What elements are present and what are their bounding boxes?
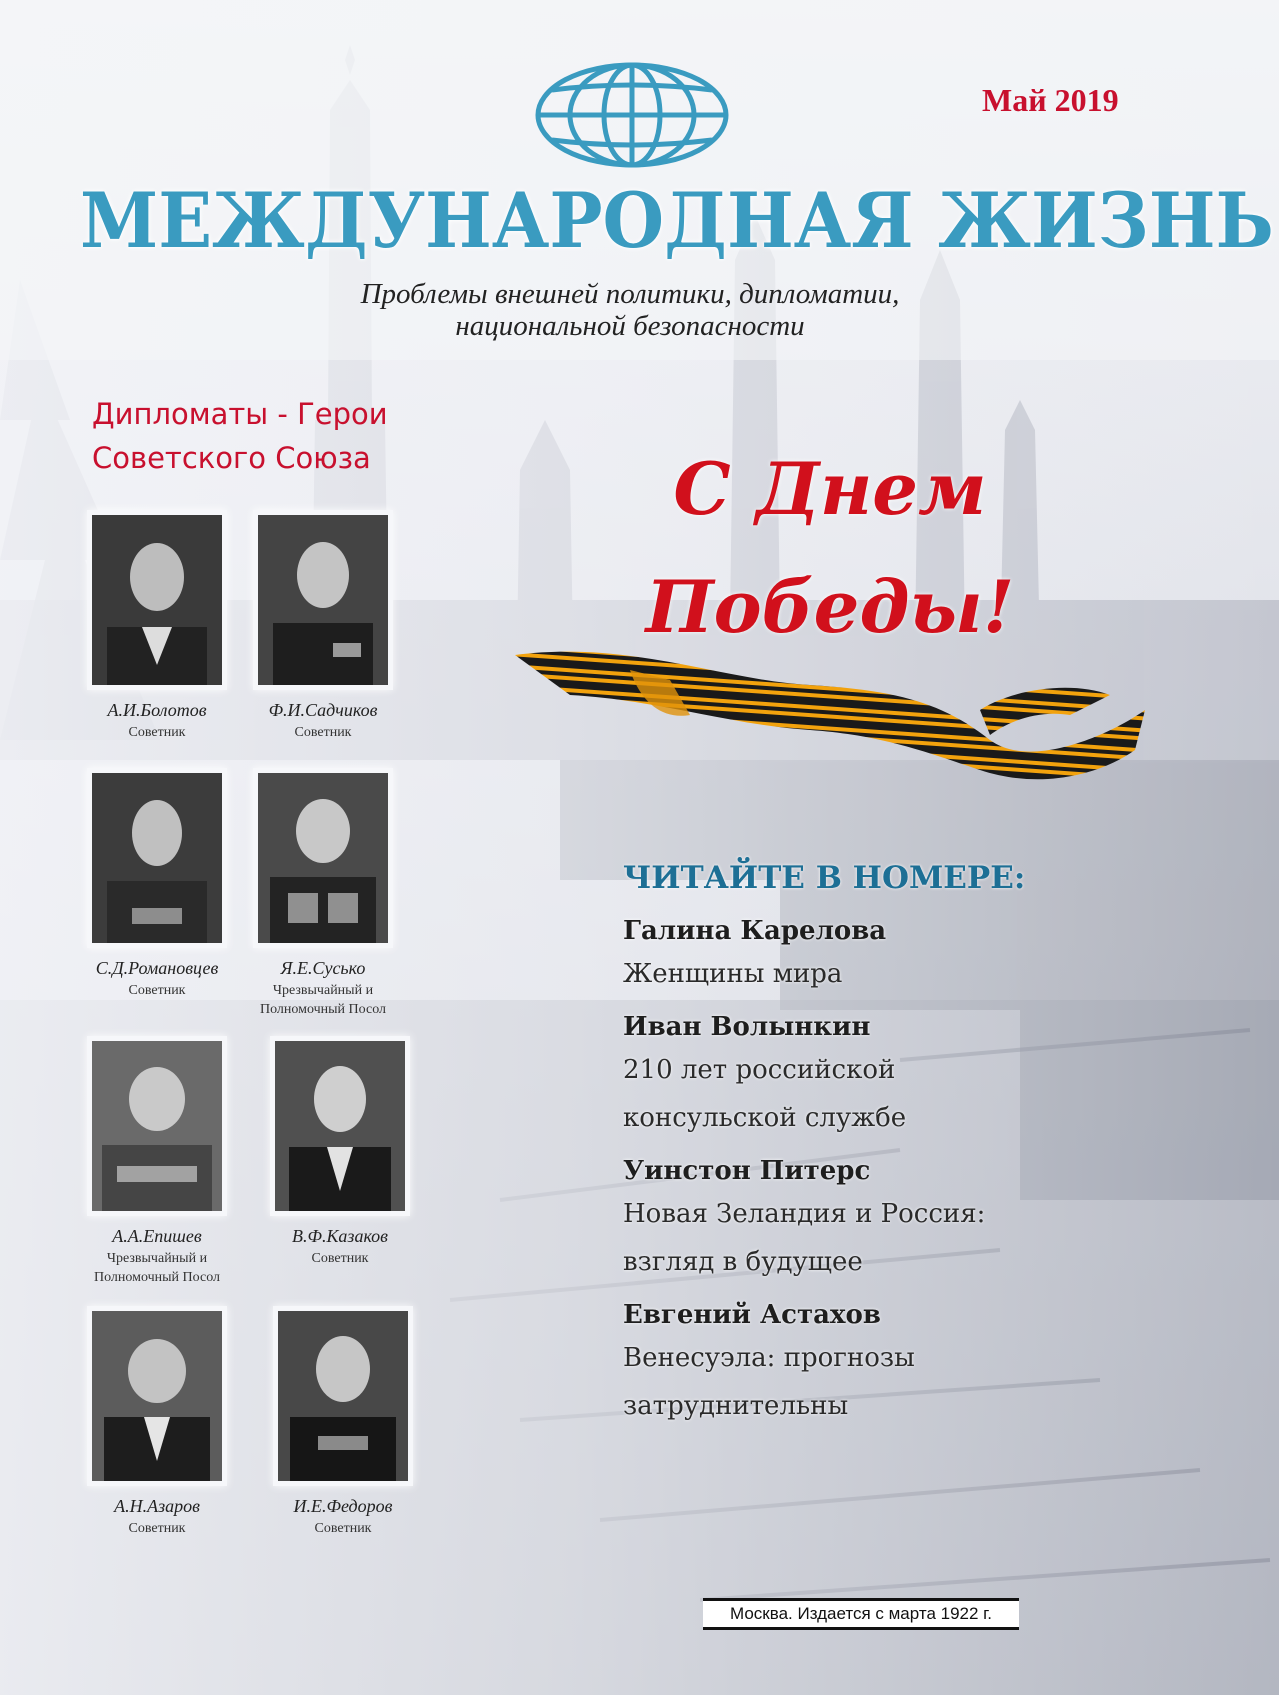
subtitle-line-2: национальной безопасности xyxy=(455,310,805,342)
article-entry[interactable] xyxy=(623,1008,1143,1142)
hero-name: В.Ф.Казаков xyxy=(292,1226,388,1246)
article-title: 210 лет российской xyxy=(623,1055,896,1085)
hero-name: Я.Е.Сусько xyxy=(280,958,366,978)
hero-role: Чрезвычайный и Полномочный Посол xyxy=(93,1251,221,1285)
hero-role: Советник xyxy=(128,983,186,998)
hero-name: А.А.Епишев xyxy=(112,1226,202,1246)
hero-card xyxy=(258,1306,428,1538)
heroes-section-title xyxy=(92,392,388,480)
portrait-photo xyxy=(87,510,227,690)
publication-note: Москва. Издается с марта 1922 г. xyxy=(703,1598,1019,1630)
portrait-photo xyxy=(253,510,393,690)
greeting-line-2: Победы! xyxy=(645,564,1015,649)
article-author: Уинстон Питерс xyxy=(623,1156,871,1186)
victory-day-greeting xyxy=(600,430,1060,666)
hero-name: И.Е.Федоров xyxy=(293,1496,393,1516)
hero-name: Ф.И.Садчиков xyxy=(268,700,378,720)
hero-name: С.Д.Романовцев xyxy=(95,958,219,978)
hero-role: Советник xyxy=(314,1521,372,1536)
portrait-photo xyxy=(87,768,227,948)
hero-card xyxy=(72,1036,242,1287)
hero-role: Советник xyxy=(294,725,352,740)
issue-contents xyxy=(623,860,1143,1440)
heroes-title-line-2: Советского Союза xyxy=(92,441,371,475)
magazine-subtitle xyxy=(250,278,1010,342)
hero-role: Советник xyxy=(311,1251,369,1266)
heroes-title-line-1: Дипломаты - Герои xyxy=(92,397,388,431)
subtitle-line-1: Проблемы внешней политики, дипломатии, xyxy=(360,278,900,310)
article-title: затруднительны xyxy=(623,1391,849,1421)
article-author: Евгений Астахов xyxy=(623,1300,881,1330)
article-title: взгляд в будущее xyxy=(623,1247,863,1277)
article-entry[interactable] xyxy=(623,912,1143,998)
issue-date: Май 2019 xyxy=(982,82,1119,118)
article-entry[interactable] xyxy=(623,1296,1143,1430)
hero-role: Советник xyxy=(128,1521,186,1536)
portrait-photo xyxy=(273,1306,413,1486)
article-entry[interactable] xyxy=(623,1152,1143,1286)
st-george-ribbon-icon xyxy=(510,640,1150,790)
contents-heading: ЧИТАЙТЕ В НОМЕРЕ: xyxy=(623,860,1026,896)
article-author: Иван Волынкин xyxy=(623,1012,871,1042)
greeting-line-1: С Днем xyxy=(673,446,987,531)
article-title: консульской службе xyxy=(623,1103,907,1133)
globe-icon xyxy=(532,60,732,170)
magazine-title: МЕЖДУНАРОДНАЯ ЖИЗНЬ xyxy=(80,176,1274,265)
portrait-photo xyxy=(87,1306,227,1486)
hero-card xyxy=(72,768,242,1000)
hero-name: А.Н.Азаров xyxy=(114,1496,200,1516)
hero-role: Советник xyxy=(128,725,186,740)
article-title: Венесуэла: прогнозы xyxy=(623,1343,915,1373)
article-author: Галина Карелова xyxy=(623,916,887,946)
portrait-photo xyxy=(270,1036,410,1216)
hero-card xyxy=(238,768,408,1019)
hero-card xyxy=(255,1036,425,1268)
portrait-photo xyxy=(87,1036,227,1216)
hero-card xyxy=(72,1306,242,1538)
hero-card xyxy=(238,510,408,742)
hero-card xyxy=(72,510,242,742)
hero-name: А.И.Болотов xyxy=(107,700,207,720)
article-title: Новая Зеландия и Россия: xyxy=(623,1199,986,1229)
article-title: Женщины мира xyxy=(623,959,843,989)
portrait-photo xyxy=(253,768,393,948)
hero-role: Чрезвычайный и Полномочный Посол xyxy=(259,983,387,1017)
